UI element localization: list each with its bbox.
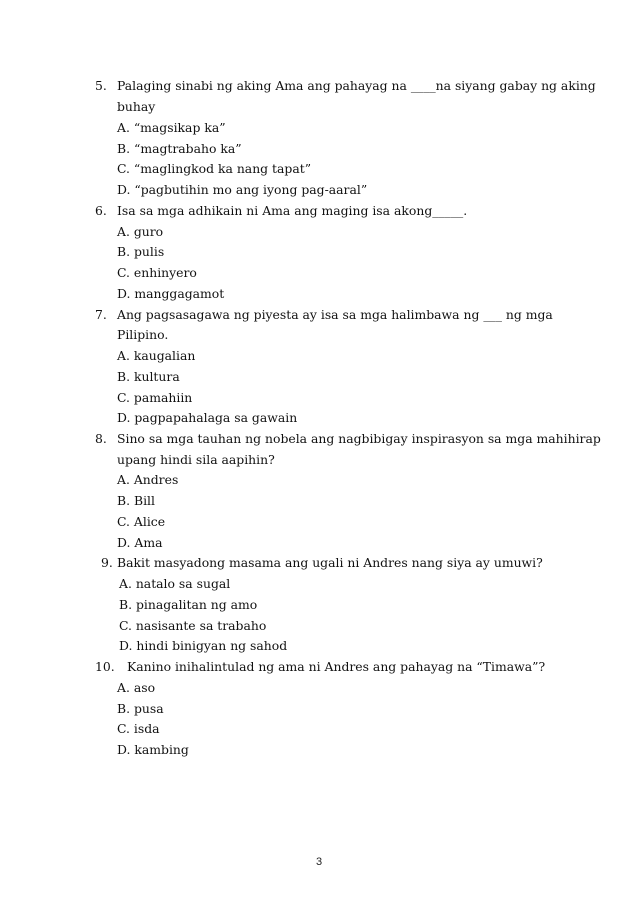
question-5-number: 5. [95, 78, 107, 93]
question-6-choice-a: A. guro [117, 224, 164, 239]
question-8-choice-d: D. Ama [117, 535, 163, 550]
question-6-choice-c: C. enhinyero [117, 265, 197, 280]
question-6-choice-b: B. pulis [117, 244, 165, 259]
question-6-number: 6. [95, 203, 107, 218]
question-5-stem-line-1: Palaging sinabi ng aking Ama ang pahayag na ____na siyang gabay ng aking [117, 78, 596, 93]
question-10-choice-c: C. isda [117, 721, 160, 736]
question-7-choice-a: A. kaugalian [117, 348, 196, 363]
question-8-number: 8. [95, 431, 107, 446]
question-5-choice-c: C. “maglingkod ka nang tapat” [117, 161, 312, 176]
question-10-number: 10. [95, 659, 115, 674]
question-10-choice-b: B. pusa [117, 701, 164, 716]
question-10-choice-d: D. kambing [117, 742, 189, 757]
question-9-choice-a: A. natalo sa sugal [119, 576, 231, 591]
question-8-stem-line-1: Sino sa mga tauhan ng nobela ang nagbibigay inspirasyon sa mga mahihirap [117, 431, 601, 446]
question-5-choice-a: A. “magsikap ka” [117, 120, 226, 135]
question-8-choice-a: A. Andres [117, 472, 179, 487]
question-7-choice-b: B. kultura [117, 369, 180, 384]
question-8-stem-line-2: upang hindi sila aapihin? [117, 452, 275, 467]
question-10-choice-a: A. aso [117, 680, 156, 695]
question-9-choice-c: C. nasisante sa trabaho [119, 618, 267, 633]
question-5-choice-b: B. “magtrabaho ka” [117, 141, 242, 156]
question-7-choice-c: C. pamahiin [117, 390, 193, 405]
question-5-stem-line-2: buhay [117, 99, 156, 114]
question-9-choice-d: D. hindi binigyan ng sahod [119, 638, 288, 653]
question-7-stem-line-2: Pilipino. [117, 327, 169, 342]
question-8-choice-c: C. Alice [117, 514, 166, 529]
question-6-stem-line-1: Isa sa mga adhikain ni Ama ang maging isa akong_____. [117, 203, 468, 218]
question-10-stem-line-1: Kanino inihalintulad ng ama ni Andres ang pahayag na “Timawa”? [127, 659, 546, 674]
question-9-choice-b: B. pinagalitan ng amo [119, 597, 258, 612]
question-9-number: 9. [101, 555, 113, 570]
question-8-choice-b: B. Bill [117, 493, 155, 508]
question-7-number: 7. [95, 307, 107, 322]
page-number: 3 [315, 856, 323, 868]
question-5-choice-d: D. “pagbutihin mo ang iyong pag-aaral” [117, 182, 368, 197]
question-7-choice-d: D. pagpapahalaga sa gawain [117, 410, 298, 425]
question-9-stem-line-1: Bakit masyadong masama ang ugali ni Andres nang siya ay umuwi? [117, 555, 543, 570]
question-6-choice-d: D. manggagamot [117, 286, 225, 301]
question-7-stem-line-1: Ang pagsasagawa ng piyesta ay isa sa mga halimbawa ng ___ ng mga [117, 307, 553, 322]
